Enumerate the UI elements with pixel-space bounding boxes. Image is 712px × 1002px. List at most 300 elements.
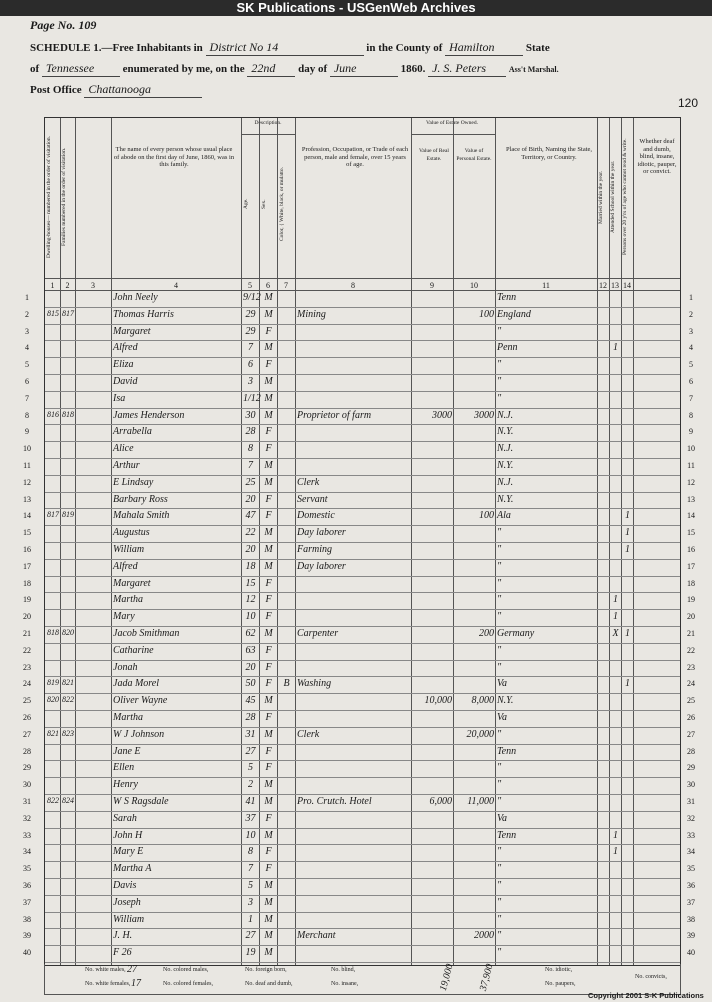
birthplace: " — [497, 644, 502, 656]
row-number: 38 — [687, 914, 695, 924]
col-dwelling-header: Dwelling-houses— numbered in the order of visitation. — [46, 135, 52, 259]
row-number: 3 — [689, 326, 693, 336]
birthplace: Va — [497, 712, 507, 723]
person-age: 22 — [245, 527, 256, 539]
personal-estate-value: 11,000 — [467, 796, 494, 807]
table-row — [45, 844, 680, 845]
row-number: 24 — [687, 679, 695, 689]
family-number: 817 — [62, 308, 74, 318]
person-name: J. H. — [113, 930, 133, 942]
row-number: 28 — [23, 746, 31, 756]
table-row — [45, 374, 680, 375]
personal-estate-value: 3000 — [474, 409, 494, 421]
dwelling-number: 819 — [47, 678, 59, 688]
row-number: 12 — [23, 477, 31, 487]
table-row — [45, 945, 680, 946]
convicts-label: No. convicts, — [635, 974, 667, 980]
person-sex: M — [264, 930, 273, 942]
person-sex: M — [264, 695, 273, 707]
col-personal-estate-header: Value of Personal Estate. — [456, 148, 492, 162]
column-number: 1 — [50, 281, 55, 290]
real-estate-value: 10,000 — [424, 695, 452, 707]
col-birthplace-header: Place of Birth, Naming the State, Territory, or Country. — [505, 146, 593, 161]
person-age: 20 — [245, 661, 256, 673]
personal-estate-value: 100 — [479, 308, 494, 320]
person-name: Margaret — [113, 325, 151, 337]
person-occupation: Merchant — [297, 930, 336, 942]
person-age: 8 — [248, 443, 253, 455]
row-number: 40 — [687, 948, 695, 958]
person-age: 20 — [245, 493, 256, 505]
person-age: 28 — [245, 426, 256, 438]
birthplace: N.J. — [497, 476, 514, 488]
person-sex: M — [264, 292, 273, 303]
person-age: 8 — [248, 846, 253, 858]
white-males-value: 27 — [127, 964, 137, 975]
person-name: F 26 — [113, 947, 132, 959]
row-number: 33 — [687, 830, 695, 840]
person-sex: M — [264, 308, 273, 320]
person-age: 1/12 — [243, 392, 261, 404]
illiterate-mark: 1 — [625, 678, 630, 690]
person-name: Arthur — [113, 460, 140, 471]
person-sex: M — [264, 527, 273, 539]
blind-label: No. blind, — [331, 967, 356, 973]
table-row — [45, 861, 680, 862]
column-number: 8 — [351, 281, 355, 290]
personal-estate-value: 100 — [479, 510, 494, 522]
table-row — [45, 458, 680, 459]
person-name: Alfred — [113, 342, 138, 354]
birthplace: N.J. — [497, 409, 514, 421]
header-rule — [411, 134, 495, 135]
person-age: 2 — [248, 779, 253, 791]
person-name: E Lindsay — [113, 476, 154, 488]
table-row — [45, 744, 680, 745]
dwelling-number: 822 — [47, 796, 59, 805]
table-row — [45, 895, 680, 896]
person-sex: M — [264, 628, 273, 639]
row-number: 15 — [23, 528, 31, 538]
person-age: 27 — [245, 745, 256, 757]
row-number: 2 — [25, 309, 29, 319]
row-number: 9 — [25, 427, 29, 437]
county-value: Hamilton — [445, 40, 523, 56]
table-row — [45, 693, 680, 694]
row-number: 27 — [687, 729, 695, 739]
personal-estate-value: 200 — [479, 628, 494, 639]
birthplace: Va — [497, 678, 507, 690]
table-row — [45, 307, 680, 308]
day-value: 22nd — [247, 61, 295, 77]
person-name: David — [113, 376, 138, 387]
row-number: 13 — [687, 494, 695, 504]
row-number: 4 — [25, 343, 29, 353]
table-row — [45, 928, 680, 929]
row-number: 26 — [687, 713, 695, 722]
post-office-label: Post Office — [30, 84, 82, 96]
family-number: 819 — [62, 510, 74, 520]
birthplace: " — [497, 376, 502, 387]
person-age: 1 — [248, 913, 253, 925]
table-row — [45, 660, 680, 661]
person-name: Mahala Smith — [113, 510, 170, 522]
birthplace: N.Y. — [497, 426, 514, 438]
of-label: of — [30, 63, 40, 75]
district-value: District No 14 — [206, 40, 364, 56]
person-sex: M — [264, 779, 273, 791]
person-name: James Henderson — [113, 409, 185, 421]
marshal-signature: J. S. Peters — [428, 61, 506, 77]
person-age: 41 — [245, 796, 256, 807]
birthplace: N.Y. — [497, 493, 514, 505]
birthplace: Tenn — [497, 292, 517, 303]
column-number: 10 — [470, 281, 478, 290]
birthplace: " — [497, 728, 502, 740]
col-school-header: Attended School within the year. — [610, 160, 616, 234]
table-row — [45, 542, 680, 543]
person-occupation: Carpenter — [297, 628, 339, 639]
birthplace: " — [497, 913, 502, 925]
birthplace: " — [497, 527, 502, 539]
row-number: 39 — [23, 931, 31, 941]
column-number: 3 — [91, 281, 95, 290]
person-age: 29 — [245, 325, 256, 337]
row-number: 2 — [689, 309, 693, 319]
row-number: 7 — [689, 393, 693, 403]
birthplace: " — [497, 594, 502, 606]
table-row — [45, 609, 680, 610]
row-number: 14 — [687, 511, 695, 521]
column-number: 6 — [266, 281, 270, 290]
person-occupation: Day laborer — [297, 560, 346, 572]
person-name: Mary E — [113, 846, 144, 858]
dwelling-number: 821 — [47, 728, 59, 738]
table-row — [45, 475, 680, 476]
row-number: 39 — [687, 931, 695, 941]
table-row — [45, 811, 680, 812]
person-name: Sarah — [113, 812, 137, 824]
illiterate-mark: 1 — [625, 510, 630, 522]
marshal-label: Ass't Marshal. — [508, 65, 559, 74]
school-mark: 1 — [613, 846, 618, 858]
table-row — [45, 794, 680, 795]
person-name: William — [113, 913, 145, 925]
row-number: 33 — [23, 830, 31, 840]
row-number: 19 — [23, 595, 31, 605]
table-row — [45, 592, 680, 593]
deaf-dumb-label: No. deaf and dumb, — [245, 981, 293, 987]
row-number: 36 — [23, 881, 31, 890]
person-name: Jacob Smithman — [113, 628, 180, 639]
table-row — [45, 912, 680, 913]
row-number: 30 — [23, 780, 31, 790]
person-sex: F — [265, 678, 272, 690]
birthplace: " — [497, 325, 502, 337]
person-sex: M — [264, 476, 273, 488]
school-mark: 1 — [613, 611, 618, 623]
row-number: 12 — [687, 477, 695, 487]
person-age: 10 — [245, 611, 256, 623]
person-name: John H — [113, 829, 143, 841]
birthplace: " — [497, 863, 502, 875]
person-sex: M — [264, 896, 273, 908]
row-number: 24 — [23, 679, 31, 689]
family-number: 821 — [62, 678, 74, 688]
row-number: 31 — [687, 797, 695, 806]
birthplace: Va — [497, 812, 507, 824]
person-sex: M — [264, 880, 273, 891]
col-sex-header: Sex. — [261, 199, 267, 209]
birthplace: " — [497, 762, 502, 774]
table-row — [45, 878, 680, 879]
person-sex: F — [265, 846, 272, 858]
person-age: 47 — [245, 510, 256, 522]
person-age: 15 — [245, 577, 256, 589]
person-age: 12 — [245, 594, 256, 606]
col-occupation-header: Profession, Occupation, or Trade of each person, male and female, over 15 years of age. — [301, 146, 409, 168]
person-sex: F — [265, 712, 272, 723]
person-age: 19 — [245, 947, 256, 959]
person-name: Jonah — [113, 661, 138, 673]
table-row — [45, 441, 680, 442]
row-number: 37 — [687, 897, 695, 907]
white-females-value: 17 — [131, 978, 141, 989]
row-number: 25 — [23, 696, 31, 706]
family-number: 818 — [62, 409, 74, 419]
person-age: 18 — [245, 560, 256, 572]
person-age: 3 — [248, 896, 253, 908]
row-number: 6 — [25, 377, 29, 386]
person-sex: M — [264, 560, 273, 572]
person-sex: M — [264, 728, 273, 740]
table-row — [45, 408, 680, 409]
person-age: 9/12 — [243, 292, 261, 303]
column-number: 11 — [542, 281, 550, 290]
table-row — [45, 357, 680, 358]
row-number: 10 — [687, 444, 695, 454]
col-color-header: Color, { White, black, or mulatto. — [279, 167, 285, 241]
column-number: 7 — [284, 281, 288, 290]
person-sex: F — [265, 661, 272, 673]
birthplace: " — [497, 392, 502, 404]
row-number: 1 — [689, 293, 693, 302]
row-number: 35 — [23, 864, 31, 874]
person-age: 3 — [248, 376, 253, 387]
person-name: Augustus — [113, 527, 150, 539]
person-name: Margaret — [113, 577, 151, 589]
person-sex: M — [264, 460, 273, 471]
person-sex: F — [265, 510, 272, 522]
personal-estate-value: 20,000 — [466, 728, 494, 740]
birthplace: " — [497, 661, 502, 673]
real-estate-value: 3000 — [432, 409, 452, 421]
person-name: Catharine — [113, 644, 154, 656]
row-number: 21 — [23, 629, 31, 638]
enumeration-line — [30, 61, 559, 77]
row-number: 11 — [23, 461, 31, 470]
person-sex: F — [265, 644, 272, 656]
row-number: 3 — [25, 326, 29, 336]
birthplace: Ala — [497, 510, 511, 522]
header-rule — [45, 290, 680, 291]
person-name: Oliver Wayne — [113, 695, 168, 707]
real-estate-value: 6,000 — [429, 796, 452, 807]
row-number: 28 — [687, 746, 695, 756]
person-sex: M — [264, 913, 273, 925]
column-number: 14 — [623, 281, 631, 290]
census-page — [22, 14, 699, 994]
personal-estate-value: 8,000 — [471, 695, 494, 707]
person-sex: F — [265, 611, 272, 623]
header-rule — [45, 278, 680, 279]
person-sex: M — [264, 376, 273, 387]
row-number: 17 — [23, 561, 31, 571]
person-occupation: Farming — [297, 544, 332, 555]
row-number: 26 — [23, 713, 31, 722]
person-occupation: Day laborer — [297, 527, 346, 539]
birthplace: " — [497, 611, 502, 623]
row-number: 23 — [23, 662, 31, 672]
white-males-label: No. white males, — [85, 967, 126, 973]
person-sex: F — [265, 594, 272, 606]
birthplace: " — [497, 577, 502, 589]
table-row — [45, 492, 680, 493]
table-row — [45, 676, 680, 677]
row-number: 22 — [687, 645, 695, 655]
schedule-title: SCHEDULE 1.—Free Inhabitants in — [30, 42, 203, 54]
row-number: 38 — [23, 914, 31, 924]
person-sex: F — [265, 762, 272, 774]
birthplace: Germany — [497, 628, 535, 639]
row-number: 5 — [689, 360, 693, 370]
dwelling-number: 817 — [47, 510, 59, 520]
row-number: 34 — [23, 847, 31, 857]
census-footer — [44, 964, 681, 995]
schedule-line — [30, 40, 550, 56]
row-number: 29 — [687, 763, 695, 773]
row-number: 18 — [687, 578, 695, 588]
table-row — [45, 525, 680, 526]
person-age: 5 — [248, 880, 253, 891]
post-office-value: Chattanooga — [84, 82, 202, 98]
person-sex: F — [265, 443, 272, 455]
person-name: Eliza — [113, 359, 134, 371]
person-sex: F — [265, 812, 272, 824]
column-number: 5 — [248, 281, 252, 290]
row-number: 30 — [687, 780, 695, 790]
person-sex: F — [265, 325, 272, 337]
person-sex: M — [264, 392, 273, 404]
person-occupation: Servant — [297, 493, 328, 505]
col-real-estate-header: Value of Real Estate. — [419, 148, 449, 162]
row-number: 34 — [687, 847, 695, 857]
table-row — [45, 340, 680, 341]
person-age: 27 — [245, 930, 256, 942]
row-number: 37 — [23, 897, 31, 907]
person-occupation: Clerk — [297, 476, 320, 488]
page-number: Page No. 109 — [30, 18, 97, 32]
person-sex: F — [265, 359, 272, 371]
row-number: 6 — [689, 377, 693, 386]
personal-estate-value: 2000 — [474, 930, 494, 942]
col-illiterate-header: Persons over 20 y'rs of age who cannot read & write. — [622, 138, 628, 256]
row-number: 9 — [689, 427, 693, 437]
col-name-header: The name of every person whose usual place of abode on the first day of June, 1860, was in this family. — [113, 146, 235, 168]
table-row — [45, 626, 680, 627]
row-number: 21 — [687, 629, 695, 638]
row-number: 19 — [687, 595, 695, 605]
col-disability-header: Whether deaf and dumb, blind, insane, idiotic, pauper, or convict. — [637, 138, 677, 175]
row-number: 16 — [687, 545, 695, 554]
foreign-born-label: No. foreign born, — [245, 967, 287, 973]
person-name: Alfred — [113, 560, 138, 572]
person-age: 25 — [245, 476, 256, 488]
table-row — [45, 962, 680, 963]
row-number: 40 — [23, 948, 31, 958]
person-name: Barbary Ross — [113, 493, 168, 505]
person-name: Martha — [113, 594, 143, 606]
column-number: 2 — [65, 281, 70, 290]
person-age: 10 — [245, 829, 256, 841]
school-mark: X — [612, 628, 619, 639]
person-age: 28 — [245, 712, 256, 723]
person-sex: M — [264, 544, 273, 555]
birthplace: " — [497, 796, 502, 807]
family-number: 824 — [62, 796, 74, 805]
row-number: 29 — [23, 763, 31, 773]
person-occupation: Proprietor of farm — [297, 409, 372, 421]
dwelling-number: 820 — [47, 695, 59, 705]
paupers-label: No. paupers, — [545, 981, 576, 987]
table-row — [45, 559, 680, 560]
person-age: 50 — [245, 678, 256, 690]
birthplace: " — [497, 779, 502, 791]
table-row — [45, 576, 680, 577]
birthplace: Tenn — [497, 745, 517, 757]
column-number: 12 — [599, 281, 607, 290]
person-age: 29 — [245, 308, 256, 320]
person-sex: F — [265, 745, 272, 757]
row-number: 25 — [687, 696, 695, 706]
person-sex: F — [265, 863, 272, 875]
person-age: 20 — [245, 544, 256, 555]
person-name: Arrabella — [113, 426, 152, 438]
person-name: Joseph — [113, 896, 141, 908]
row-number: 20 — [23, 612, 31, 622]
state-value: Tennessee — [42, 61, 120, 77]
family-number: 823 — [62, 728, 74, 738]
row-number: 36 — [687, 881, 695, 890]
person-occupation: Mining — [297, 308, 326, 320]
birthplace: " — [497, 896, 502, 908]
person-color: B — [283, 678, 290, 690]
row-number: 31 — [23, 797, 31, 806]
person-age: 7 — [248, 342, 253, 354]
person-age: 63 — [245, 644, 256, 656]
school-mark: 1 — [613, 829, 618, 841]
birthplace: England — [497, 308, 531, 320]
birthplace: Penn — [497, 342, 518, 354]
row-number: 8 — [689, 410, 693, 420]
row-number: 16 — [23, 545, 31, 554]
col-age-header: Age. — [243, 198, 249, 210]
row-number: 14 — [23, 511, 31, 521]
row-number: 15 — [687, 528, 695, 538]
colored-males-label: No. colored males, — [163, 967, 209, 973]
table-row — [45, 828, 680, 829]
person-age: 7 — [248, 460, 253, 471]
